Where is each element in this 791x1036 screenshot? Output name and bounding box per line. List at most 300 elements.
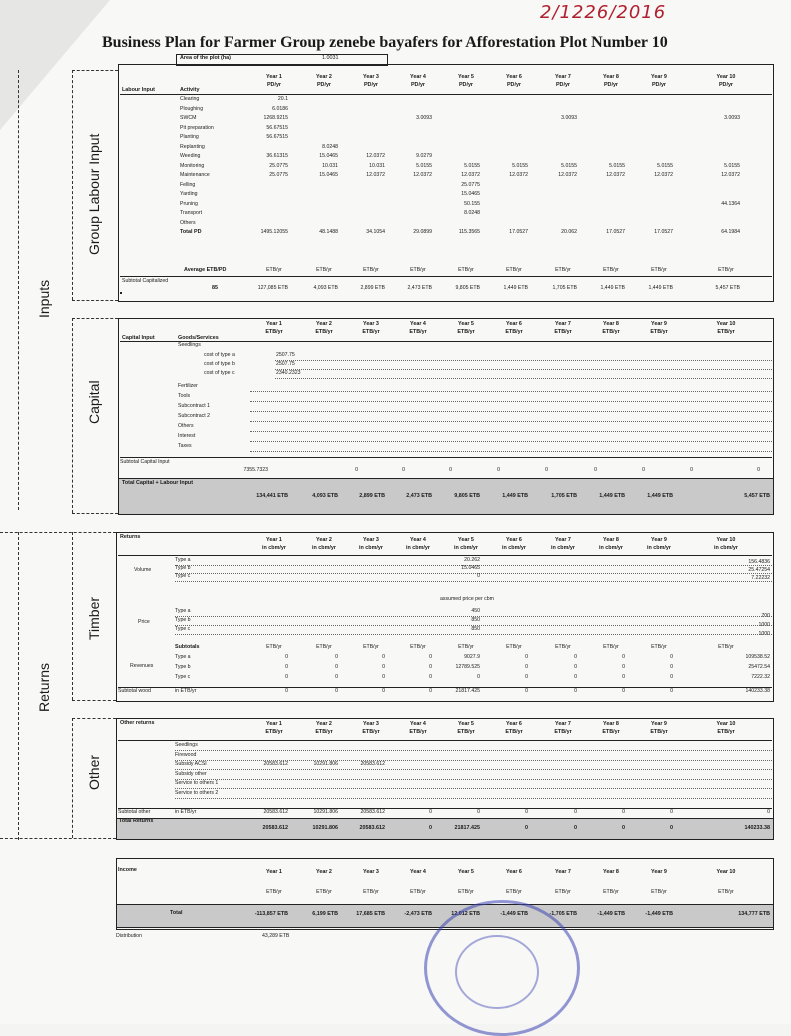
subtotal-capitalized-label: Subtotal Capitalized: [122, 278, 169, 284]
labour-value: 56.67515: [266, 124, 288, 131]
handwritten-reference: 2/1226/2016: [540, 2, 667, 23]
revenue-value: 0: [382, 674, 385, 680]
inputs-label: Inputs: [36, 279, 52, 318]
capital-item-label: Tools: [178, 393, 191, 399]
other-year-header: Year 4: [410, 721, 426, 727]
price-year5-value: 450: [471, 608, 480, 614]
timber-etb-unit: ETB/yr: [316, 644, 332, 650]
timber-header-rule: [118, 555, 772, 556]
labour-value: 56.67515: [266, 134, 288, 140]
capital-item-label: Interest: [178, 433, 196, 439]
total-capital-labour-value: 9,805 ETB: [454, 493, 480, 499]
subtotal-other-value: 0: [525, 809, 528, 815]
average-etb-label: Average ETB/PD: [184, 267, 227, 273]
income-year-header: Year 3: [363, 869, 379, 875]
revenue-value: 109538.52: [745, 654, 770, 660]
etb-unit-label: ETB/yr: [458, 267, 474, 273]
timber-etb-unit: ETB/yr: [718, 644, 734, 650]
timber-subtotal-rule: [118, 687, 772, 688]
revenue-value: 0: [382, 664, 385, 670]
capital-year-header: Year 6: [506, 321, 522, 327]
subtotal-other-value: 0: [429, 809, 432, 815]
activity-label: Transport: [180, 210, 203, 216]
subtotal-other-value: 0: [574, 809, 577, 815]
subtotal-wood-label: Subtotal wood: [118, 688, 151, 694]
activity-label: Replanting: [180, 143, 205, 150]
capital-item-label: Others: [178, 423, 194, 429]
labour-unit-header: PD/yr: [316, 82, 332, 88]
labour-subtotal-value: 4,093 ETB: [313, 285, 338, 291]
capital-subtotal-value: 7355.7323: [243, 467, 268, 473]
other-subtotal-rule: [118, 808, 772, 809]
other-unit-header: ETB/yr: [554, 729, 572, 735]
labour-year-header: Year 6: [506, 74, 522, 80]
timber-unit-header: in cbm/yr: [551, 545, 575, 551]
total-capital-labour-value: 2,473 ETB: [406, 493, 432, 499]
labour-value: 10.031: [322, 162, 338, 169]
income-unit-header: ETB/yr: [718, 889, 734, 895]
labour-subtotal-value: 1,449 ETB: [600, 285, 625, 291]
other-bracket: [72, 718, 73, 838]
revenue-value: 0: [285, 674, 288, 680]
capital-row-line: [250, 391, 772, 392]
labour-unit-header: PD/yr: [266, 82, 282, 88]
revenue-value: 0: [574, 654, 577, 660]
labour-header-rule: [120, 94, 772, 95]
other-item-label: Subsidy ACSI: [175, 761, 207, 767]
labour-value: 50.155: [464, 200, 480, 207]
labour-value: 12.0372: [366, 172, 385, 178]
other-unit-header: ETB/yr: [505, 729, 523, 735]
etb-unit-label: ETB/yr: [316, 267, 332, 273]
timber-unit-header: in cbm/yr: [647, 545, 671, 551]
labour-value: 25.0775: [269, 172, 288, 178]
other-item-label: Service to others 1: [175, 780, 219, 786]
income-total-value: 134,777 ETB: [738, 911, 770, 917]
activity-label: Ploughing: [180, 105, 204, 112]
total-capital-labour-value: 2,899 ETB: [359, 493, 385, 499]
other-year-header: Year 3: [363, 721, 379, 727]
capital-row-line: [250, 451, 772, 452]
timber-etb-unit: ETB/yr: [458, 644, 474, 650]
capital-year-header: Year 3: [363, 321, 379, 327]
capital-year-header: Year 9: [651, 321, 667, 327]
labour-value: 5.0155: [464, 162, 480, 169]
total-pd-value: 1495.12055: [260, 229, 288, 235]
labour-bracket: [72, 70, 73, 300]
activity-label: Monitoring: [180, 162, 205, 169]
bracket-line: [72, 300, 118, 301]
revenue-value: 0: [574, 674, 577, 680]
income-total-value: -1,449 ETB: [645, 911, 673, 917]
labour-value: 15.0465: [319, 153, 338, 159]
subtotal-other-value: 20583.612: [263, 809, 288, 815]
bracket-line: [0, 532, 116, 533]
labour-value: 36.61315: [266, 153, 288, 159]
labour-value: 8.0248: [464, 210, 480, 216]
average-etb-value: 85: [212, 285, 218, 291]
total-returns-value: 0: [574, 825, 577, 831]
total-pd-value: 64.1984: [721, 229, 740, 235]
total-capital-labour-value: 4,093 ETB: [312, 493, 338, 499]
timber-year-header: Year 8: [603, 537, 619, 543]
labour-value: 9.0279: [416, 153, 432, 159]
labour-subtotal-value: 9,805 ETB: [455, 285, 480, 291]
subtotal-wood-value: 0: [670, 688, 673, 694]
subtotal-other-label: Subtotal other: [118, 809, 151, 815]
capital-item-label: Subcontract 2: [178, 413, 211, 419]
labour-value: 6.0186: [272, 105, 288, 112]
total-pd-value: 115.3565: [458, 229, 480, 235]
page-title: Business Plan for Farmer Group zenebe bayafers for Afforestation Plot Number 10: [102, 34, 668, 51]
returns-label: Returns: [36, 662, 52, 712]
capital-unit-header: ETB/yr: [362, 329, 380, 335]
other-unit-header: ETB/yr: [602, 729, 620, 735]
subtotal-wood-value: 0: [335, 688, 338, 694]
capital-unit-header: ETB/yr: [265, 329, 283, 335]
capital-unit-header: ETB/yr: [315, 329, 333, 335]
other-year-header: Year 5: [458, 721, 474, 727]
activity-label: Maintenance: [180, 172, 210, 178]
revenue-value: 12789.525: [455, 664, 480, 670]
subsidy-value: 20583.612: [360, 761, 385, 767]
income-total-value: -1,449 ETB: [500, 911, 528, 917]
capital-row-line: [250, 401, 772, 402]
timber-year-header: Year 2: [316, 537, 332, 543]
total-capital-labour-value: 5,457 ETB: [744, 493, 770, 499]
total-returns-value: 20583.612: [359, 825, 385, 831]
revenue-value: 0: [525, 654, 528, 660]
labour-year-header: Year 8: [603, 74, 619, 80]
other-item-label: Subsidy other: [175, 770, 207, 777]
bracket-line: [72, 318, 118, 319]
labour-value: 15.0465: [461, 191, 480, 197]
income-year-header: Year 6: [506, 869, 522, 875]
labour-subtotal-value: 1,449 ETB: [503, 285, 528, 291]
revenue-value: 0: [429, 674, 432, 680]
activity-label: Felling: [180, 181, 196, 188]
labour-subtotal-rule: [120, 276, 772, 277]
income-year-header: Year 9: [651, 869, 667, 875]
revenue-value: 0: [429, 664, 432, 670]
volume-year5-value: 0: [477, 573, 480, 579]
price-label: Price: [138, 619, 150, 625]
other-year-header: Year 10: [716, 721, 736, 727]
group-labour-label: Group Labour Input: [86, 133, 102, 255]
capital-subtotal-value: 0: [497, 467, 500, 473]
total-returns-value: 21817.425: [454, 825, 480, 831]
labour-value: 20.1: [277, 96, 288, 102]
price-year5-value: 850: [471, 617, 480, 623]
labour-value: 12.0372: [606, 172, 625, 178]
activity-label: Pruning: [180, 200, 198, 207]
labour-value: 5.0155: [724, 162, 740, 169]
capital-unit-header: ETB/yr: [602, 329, 620, 335]
labour-value: 25.0775: [461, 181, 480, 188]
seedling-type-label: cost of type b: [204, 361, 235, 367]
labour-value: 5.0155: [609, 162, 625, 169]
labour-unit-header: PD/yr: [506, 82, 522, 88]
other-unit-header: ETB/yr: [265, 729, 283, 735]
labour-subtotal-value: 2,899 ETB: [360, 285, 385, 291]
total-capital-labour-value: 1,449 ETB: [647, 493, 673, 499]
bracket-line: [72, 513, 118, 514]
capital-header-rule: [120, 341, 772, 342]
etb-unit-label: ETB/yr: [651, 267, 667, 273]
subtotal-wood-value: 0: [622, 688, 625, 694]
labour-unit-header: PD/yr: [718, 82, 734, 88]
other-unit-header: ETB/yr: [717, 729, 735, 735]
etb-unit-label: ETB/yr: [410, 267, 426, 273]
other-year-header: Year 8: [603, 721, 619, 727]
total-returns-value: 0: [622, 825, 625, 831]
spacer: [120, 292, 122, 294]
labour-value: 5.0155: [657, 162, 673, 169]
labour-value: 12.0372: [461, 172, 480, 178]
income-unit-header: ETB/yr: [410, 889, 426, 895]
timber-year-header: Year 9: [651, 537, 667, 543]
price-type-label: Type c: [175, 626, 191, 632]
timber-year-header: Year 3: [363, 537, 379, 543]
income-unit-header: ETB/yr: [651, 889, 667, 895]
revenues-label: Revenues: [130, 663, 154, 669]
total-pd-value: 17.0527: [654, 229, 673, 235]
labour-value: 3.0093: [561, 115, 577, 121]
seedling-type-value: 2507.75: [276, 352, 295, 358]
capital-unit-header: ETB/yr: [650, 329, 668, 335]
capital-row-line: [275, 369, 772, 370]
income-year-header: Year 7: [555, 869, 571, 875]
capital-row-line: [250, 421, 772, 422]
labour-value: 3.0093: [416, 115, 432, 121]
other-item-label: Firewood: [175, 751, 197, 758]
capital-unit-header: ETB/yr: [717, 329, 735, 335]
other-row-line: [175, 750, 772, 751]
income-total-value: 17,685 ETB: [356, 911, 385, 917]
timber-etb-unit: ETB/yr: [651, 644, 667, 650]
subsidy-value: 10291.806: [313, 761, 338, 767]
income-total-value: 12,012 ETB: [451, 911, 480, 917]
activity-label: Weeding: [180, 153, 201, 159]
capital-item-label: Subcontract 1: [178, 403, 211, 409]
total-pd-value: 48.1488: [319, 229, 338, 235]
stamp-inner-ring: [455, 935, 539, 1009]
total-returns-value: 140233.38: [744, 825, 770, 831]
capital-unit-header: ETB/yr: [554, 329, 572, 335]
income-unit-header: ETB/yr: [316, 889, 332, 895]
other-label: Other: [86, 754, 102, 790]
income-unit-header: ETB/yr: [458, 889, 474, 895]
total-returns-shaded-row: [116, 818, 774, 840]
revenue-value: 0: [335, 654, 338, 660]
income-total-value: -2,473 ETB: [404, 911, 432, 917]
price-year10-value: 1000: [758, 631, 770, 637]
bracket-line: [72, 70, 118, 71]
income-year-header: Year 8: [603, 869, 619, 875]
income-total-value: -1,449 ETB: [597, 911, 625, 917]
revenue-value: 0: [525, 664, 528, 670]
seedling-type-label: cost of type a: [204, 352, 235, 358]
subtotal-wood-value: 0: [574, 688, 577, 694]
capital-unit-header: ETB/yr: [457, 329, 475, 335]
other-item-label: Service to others 2: [175, 789, 219, 796]
distribution-label: Distribution: [116, 933, 142, 939]
income-year-header: Year 4: [410, 869, 426, 875]
other-year-header: Year 9: [651, 721, 667, 727]
labour-subtotal-value: 5,457 ETB: [715, 285, 740, 291]
labour-unit-header: PD/yr: [363, 82, 379, 88]
seedling-type-label: cost of type c: [204, 370, 235, 376]
labour-value: 12.0372: [413, 172, 432, 178]
subtotal-other-value: 0: [477, 809, 480, 815]
distribution-value: 43,289 ETB: [262, 933, 290, 939]
price-year10-value: 700: [761, 613, 770, 619]
revenue-value: 0: [622, 674, 625, 680]
income-total-value: -113,857 ETB: [254, 911, 288, 917]
labour-value: 5.0155: [561, 162, 577, 169]
capital-row-line: [250, 411, 772, 412]
labour-value: 10.031: [369, 162, 385, 169]
timber-year-header: Year 1: [266, 537, 282, 543]
labour-year-header: Year 10: [716, 74, 736, 80]
goods-services-header: Goods/Services: [178, 335, 219, 341]
revenue-type-label: Type b: [175, 664, 191, 670]
bracket-line: [72, 700, 116, 701]
capital-row-line: [275, 378, 772, 379]
volume-year5-value: 15.0465: [461, 565, 480, 571]
returns-bracket: [18, 532, 19, 840]
price-type-label: Type b: [175, 617, 191, 623]
capital-row-line: [275, 360, 772, 361]
revenue-type-label: Type a: [175, 654, 191, 660]
capital-year-header: Year 8: [603, 321, 619, 327]
labour-value: 12.0372: [509, 172, 528, 178]
timber-etb-unit: ETB/yr: [410, 644, 426, 650]
total-pd-value: 34.1054: [366, 229, 385, 235]
total-returns-value: 20583.612: [262, 825, 288, 831]
total-pd-value: 17.0527: [606, 229, 625, 235]
total-capital-labour-value: 1,449 ETB: [502, 493, 528, 499]
capital-unit-header: ETB/yr: [505, 329, 523, 335]
folded-corner: [0, 0, 110, 130]
subtotal-other-value: 0: [670, 809, 673, 815]
total-pd-value: 20.062: [561, 229, 577, 235]
capital-label: Capital: [86, 380, 102, 424]
capital-year-header: Year 4: [410, 321, 426, 327]
subtotal-wood-value: 0: [285, 688, 288, 694]
labour-unit-header: PD/yr: [410, 82, 426, 88]
revenue-value: 25472.54: [748, 664, 770, 670]
revenue-value: 0: [335, 664, 338, 670]
timber-label: Timber: [86, 596, 102, 640]
revenue-value: 9027.9: [464, 654, 480, 660]
revenue-value: 0: [670, 654, 673, 660]
volume-type-label: Type a: [175, 557, 191, 563]
timber-unit-header: in cbm/yr: [359, 545, 383, 551]
income-year-header: Year 5: [458, 869, 474, 875]
labour-year-header: Year 1: [266, 74, 282, 80]
labour-subtotal-value: 1,449 ETB: [648, 285, 673, 291]
other-item-label: Seedlings: [175, 742, 198, 748]
income-unit-header: ETB/yr: [555, 889, 571, 895]
seedling-type-value: 2507.75: [276, 361, 295, 367]
other-header-rule: [118, 740, 772, 741]
income-unit-header: ETB/yr: [363, 889, 379, 895]
labour-value: 12.0372: [558, 172, 577, 178]
total-returns-value: 0: [525, 825, 528, 831]
revenue-value: 0: [477, 674, 480, 680]
labour-unit-header: PD/yr: [458, 82, 474, 88]
income-year-header: Year 1: [266, 869, 282, 875]
total-returns-value: 10291.806: [312, 825, 338, 831]
capital-subtotal-label: Subtotal Capital Input: [120, 459, 170, 465]
timber-etb-unit: ETB/yr: [555, 644, 571, 650]
total-capital-labour-value: 134,441 ETB: [256, 493, 288, 499]
timber-unit-header: in cbm/yr: [454, 545, 478, 551]
timber-unit-header: in cbm/yr: [406, 545, 430, 551]
income-unit-header: ETB/yr: [266, 889, 282, 895]
etb-unit-label: ETB/yr: [718, 267, 734, 273]
total-returns-value: 0: [670, 825, 673, 831]
labour-input-header: Labour Input: [122, 87, 155, 93]
other-unit-header: ETB/yr: [650, 729, 668, 735]
total-capital-labour-value: 1,449 ETB: [599, 493, 625, 499]
capital-input-header: Capital Input: [122, 335, 155, 341]
income-label: Income: [118, 867, 137, 873]
capital-row-line: [250, 431, 772, 432]
labour-value: 12.0372: [654, 172, 673, 178]
capital-item-label: Fertilizer: [178, 383, 198, 389]
timber-unit-header: in cbm/yr: [502, 545, 526, 551]
labour-value: 5.0155: [512, 162, 528, 169]
timber-etb-unit: ETB/yr: [363, 644, 379, 650]
capital-subtotal-value: 0: [449, 467, 452, 473]
total-capital-labour-value: 1,705 ETB: [551, 493, 577, 499]
activity-label: Planting: [180, 134, 199, 140]
labour-unit-header: PD/yr: [555, 82, 571, 88]
timber-row-line: [175, 581, 772, 582]
labour-year-header: Year 9: [651, 74, 667, 80]
capital-subtotal-value: 0: [545, 467, 548, 473]
labour-year-header: Year 3: [363, 74, 379, 80]
total-pd-value: 29.0899: [413, 229, 432, 235]
revenue-value: 0: [574, 664, 577, 670]
etb-unit-label: ETB/yr: [363, 267, 379, 273]
other-year-header: Year 2: [316, 721, 332, 727]
subtotal-other-unit: in ETB/yr: [175, 809, 197, 815]
seedlings-label: Seedlings: [178, 342, 201, 348]
subtotal-other-value: 10291.806: [313, 809, 338, 815]
labour-year-header: Year 7: [555, 74, 571, 80]
capital-unit-header: ETB/yr: [409, 329, 427, 335]
volume-type-label: Type b: [175, 565, 191, 571]
subtotals-label: Subtotals: [175, 644, 200, 650]
timber-frame: [116, 532, 774, 702]
other-year-header: Year 7: [555, 721, 571, 727]
returns-header: Returns: [120, 534, 141, 540]
area-label: Area of the plot (ha): [180, 55, 231, 61]
etb-unit-label: ETB/yr: [555, 267, 571, 273]
volume-label: Volume: [134, 567, 152, 573]
capital-subtotal-value: 0: [355, 467, 358, 473]
total-pd-label: Total PD: [180, 229, 202, 235]
total-returns-label: Total Returns: [119, 818, 154, 824]
volume-type-label: Type c: [175, 573, 191, 579]
other-unit-header: ETB/yr: [362, 729, 380, 735]
revenue-value: 0: [285, 654, 288, 660]
labour-value: 15.0465: [319, 172, 338, 178]
other-row-line: [175, 798, 772, 799]
